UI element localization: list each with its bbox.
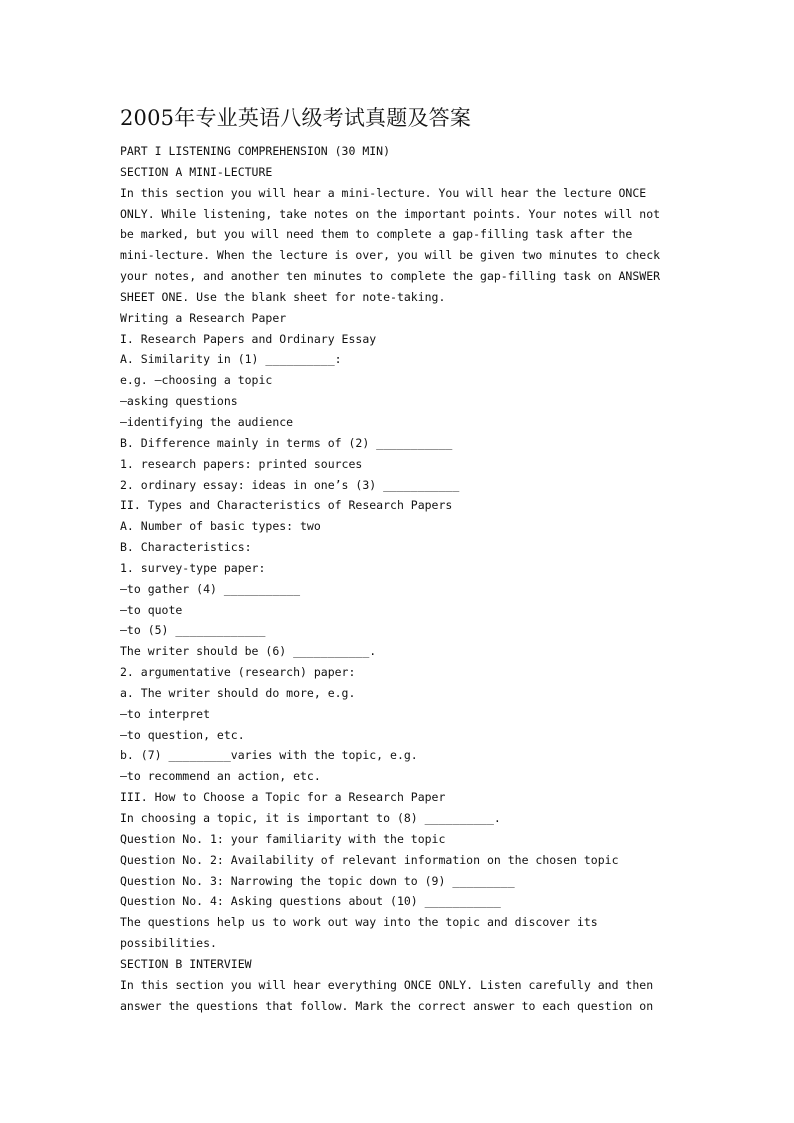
text-line: I. Research Papers and Ordinary Essay: [120, 331, 377, 346]
text-line: In this section you will hear everything ONCE ONLY. Listen carefully and then: [120, 977, 654, 992]
text-line: answer the questions that follow. Mark the correct answer to each question on: [120, 998, 654, 1013]
text-line: III. How to Choose a Topic for a Research Paper: [120, 790, 446, 805]
text-line: SECTION B INTERVIEW: [120, 956, 252, 971]
text-line: your notes, and another ten minutes to complete the gap-filling task on ANSWER: [120, 269, 661, 284]
text-line: a. The writer should do more, e.g.: [120, 685, 356, 700]
text-line: In this section you will hear a mini-lecture. You will hear the lecture ONCE: [120, 185, 647, 200]
text-line: b. (7) _________varies with the topic, e.g.: [120, 748, 418, 763]
text-line: In choosing a topic, it is important to (8) __________.: [120, 811, 501, 825]
text-line: II. Types and Characteristics of Research Papers: [120, 498, 453, 513]
text-line: SECTION A MINI-LECTURE: [120, 164, 273, 179]
text-line: —identifying the audience: [120, 414, 294, 429]
text-line: The writer should be (6) ___________.: [120, 644, 377, 659]
text-line: 2. argumentative (research) paper:: [120, 665, 356, 680]
text-line: —to recommend an action, etc.: [120, 769, 321, 784]
text-line: —asking questions: [120, 394, 238, 409]
text-line: B. Characteristics:: [120, 540, 252, 555]
text-line: e.g. —choosing a topic: [120, 373, 273, 388]
text-line: Question No. 2: Availability of relevant information on the chosen topic: [120, 852, 619, 867]
text-line: A. Similarity in (1) __________:: [120, 352, 342, 367]
text-line: ONLY. While listening, take notes on the important points. Your notes will not: [120, 206, 661, 221]
text-line: SHEET ONE. Use the blank sheet for note-taking.: [120, 289, 446, 304]
text-line: A. Number of basic types: two: [120, 519, 321, 534]
text-line: 1. research papers: printed sources: [120, 456, 363, 471]
text-line: be marked, but you will need them to complete a gap-filling task after the: [120, 227, 633, 242]
text-line: mini-lecture. When the lecture is over, you will be given two minutes to check: [120, 248, 661, 263]
text-line: 2. ordinary essay: ideas in one’s (3) ___________: [120, 477, 460, 492]
text-line: —to gather (4) ___________: [120, 581, 301, 596]
text-line: Question No. 1: your familiarity with the topic: [120, 831, 446, 846]
text-line: Question No. 4: Asking questions about (10) ___________: [120, 894, 501, 909]
text-line: The questions help us to work out way into the topic and discover its: [120, 915, 598, 930]
document-body: [120, 141, 680, 1016]
text-line: Writing a Research Paper: [120, 310, 287, 325]
document-title: 2005年专业英语八级考试真题及答案: [120, 106, 472, 130]
text-line: —to interpret: [120, 706, 211, 721]
text-line: —to question, etc.: [120, 727, 245, 742]
text-line: PART I LISTENING COMPREHENSION (30 MIN): [120, 144, 391, 158]
text-line: —to quote: [120, 602, 183, 617]
text-line: B. Difference mainly in terms of (2) ___________: [120, 435, 453, 450]
text-line: Question No. 3: Narrowing the topic down to (9) _________: [120, 873, 515, 888]
text-line: —to (5) _____________: [120, 623, 266, 638]
text-line: possibilities.: [120, 936, 217, 951]
text-line: 1. survey-type paper:: [120, 560, 266, 575]
